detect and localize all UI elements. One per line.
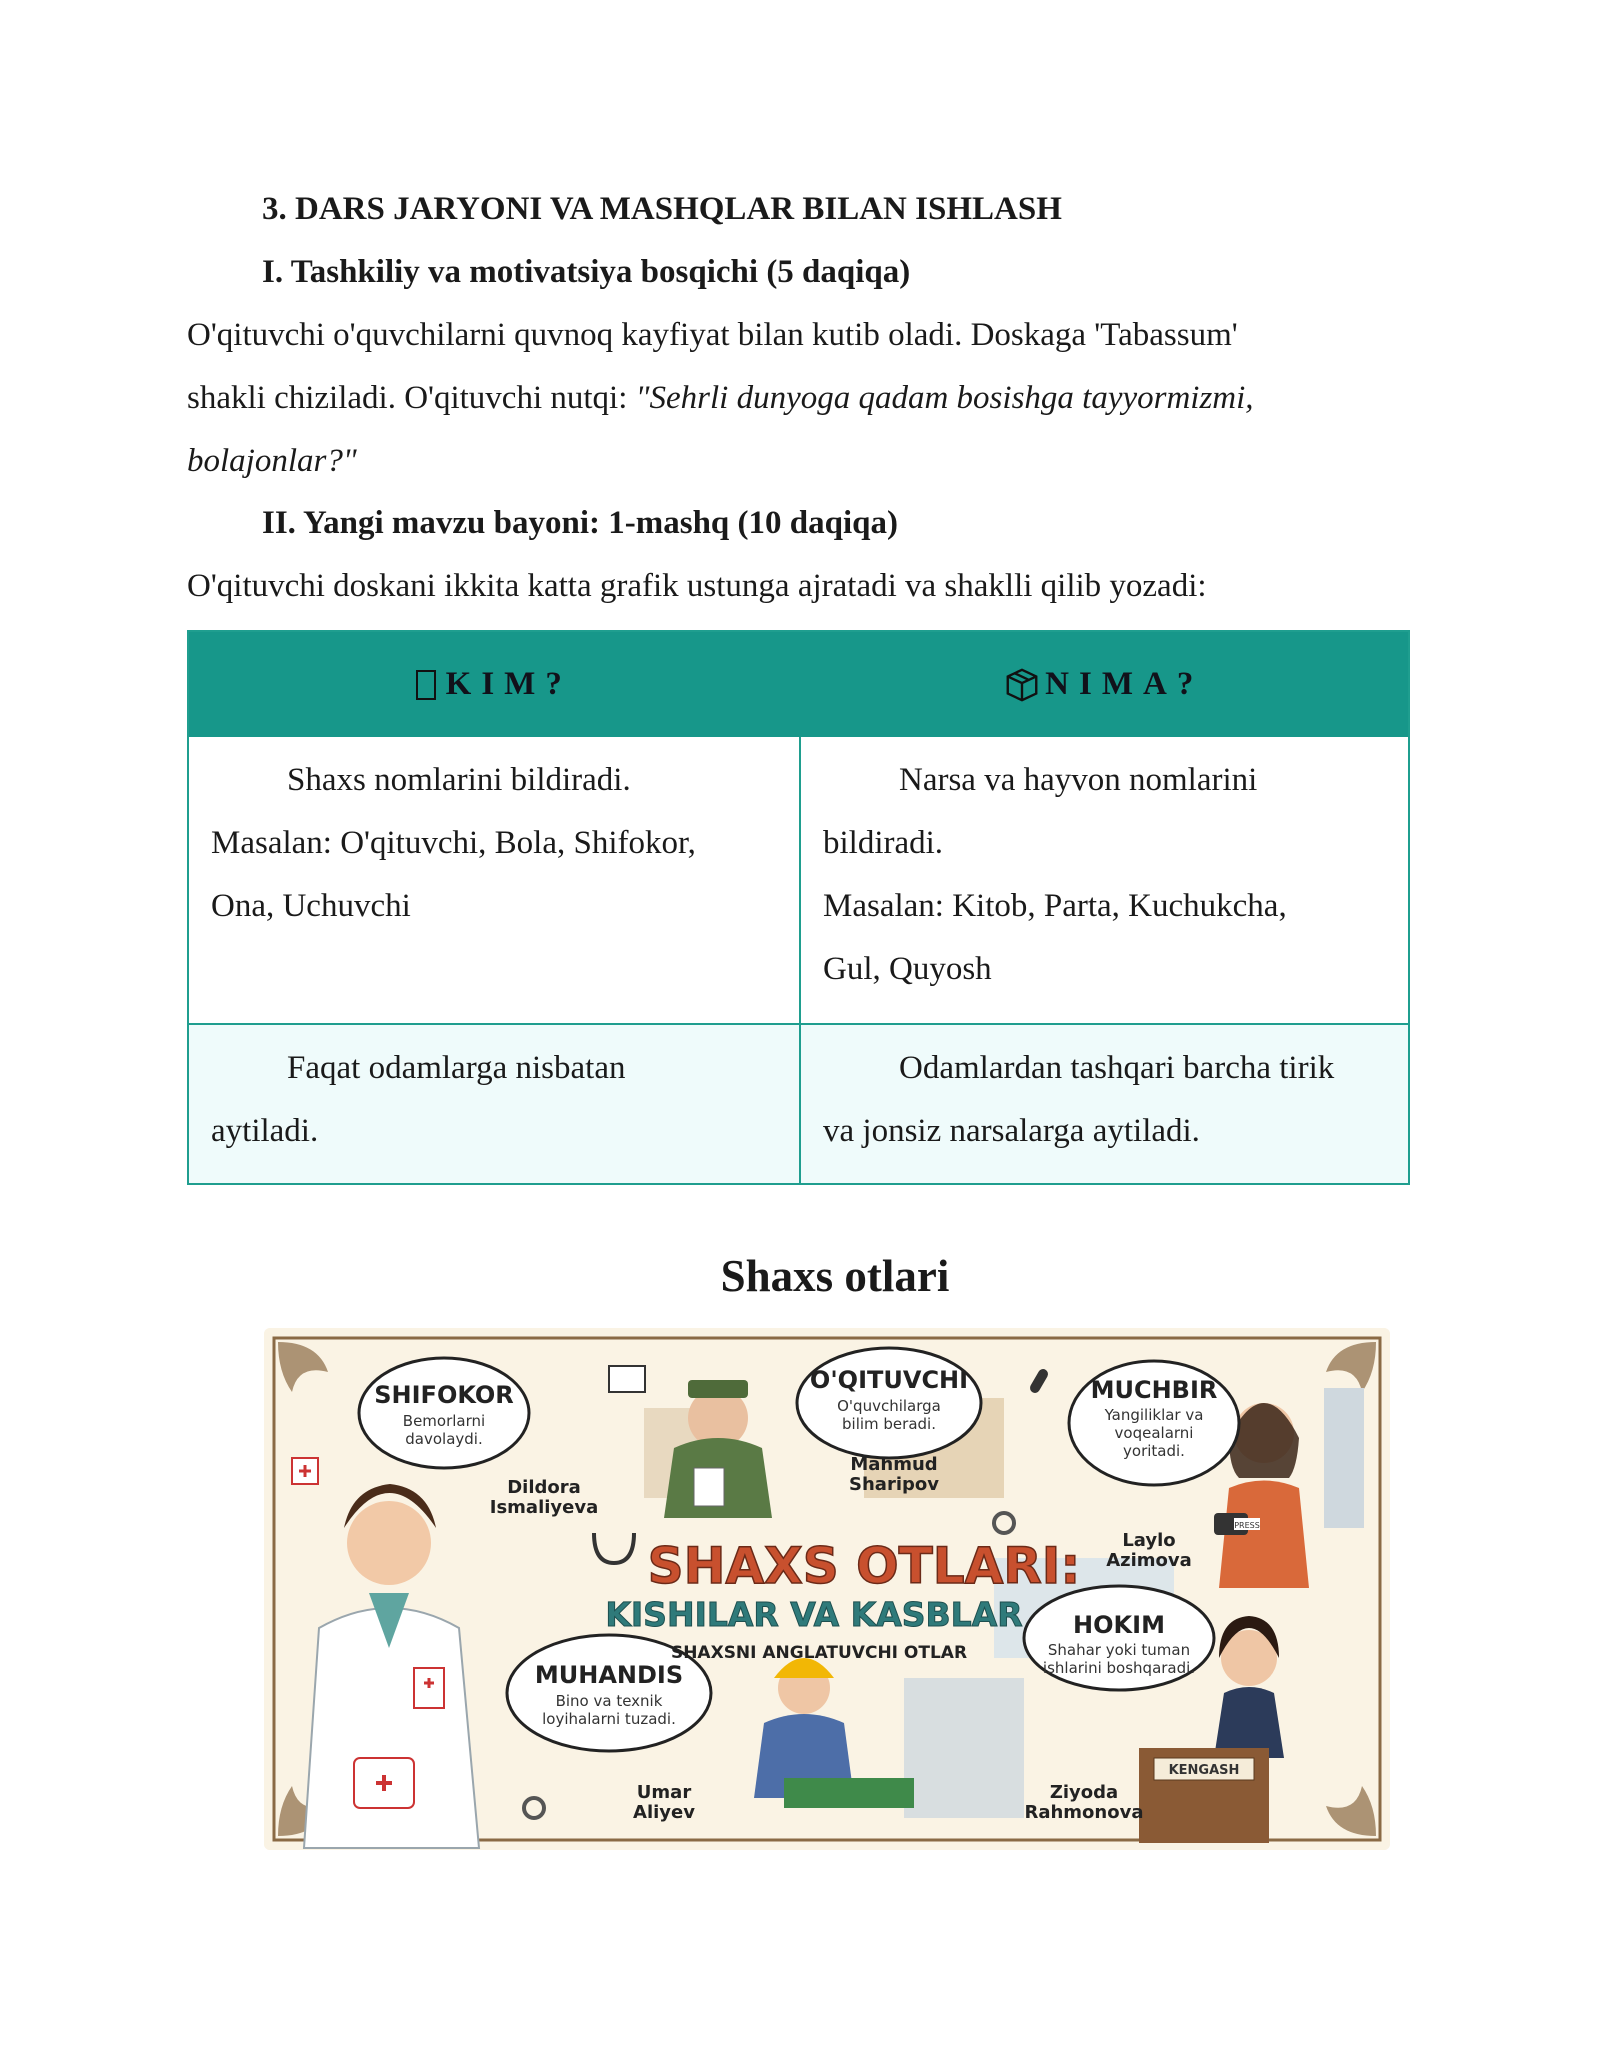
mayor-desc2: ishlarini boshqaradi. xyxy=(1042,1659,1196,1677)
cell-text: Faqat odamlarga nisbatan xyxy=(287,1050,626,1086)
cell-text: Masalan: O'qituvchi, Bola, Shifokor, xyxy=(211,825,696,861)
poster-tagline: SHAXSNI ANGLATUVCHI OTLAR xyxy=(670,1643,968,1663)
cell-text: Shaxs nomlarini bildiradi. xyxy=(287,762,631,798)
mayor-name1: Ziyoda xyxy=(1049,1782,1119,1803)
cell-text: Narsa va hayvon nomlarini xyxy=(899,762,1258,798)
cell-nima-definition xyxy=(801,737,1408,1023)
cell-kim-usage xyxy=(189,1025,799,1183)
package-icon xyxy=(1003,666,1041,704)
stage1-plain: shakli chiziladi. O'qituvchi nutqi: xyxy=(187,380,636,416)
reporter-name1: Laylo xyxy=(1122,1530,1176,1551)
column-divider xyxy=(799,737,801,1183)
engineer-name1: Umar xyxy=(636,1782,692,1803)
stage2-title: II. Yangi mavzu bayoni: 1-mashq (10 daqiqa) xyxy=(262,505,898,541)
mayor-name2: Rahmonova xyxy=(1024,1802,1144,1823)
cell-kim-definition xyxy=(189,737,799,1023)
reporter-desc1: Yangiliklar va xyxy=(1104,1406,1204,1424)
cell-text: Ona, Uchuvchi xyxy=(211,888,411,924)
doctor-job: SHIFOKOR xyxy=(374,1381,514,1409)
doctor-name1: Dildora xyxy=(507,1477,581,1498)
teacher-quote: "Sehrli dunyoga qadam bosishga tayyormizmi, xyxy=(635,380,1254,416)
cell-text: Gul, Quyosh xyxy=(823,951,992,987)
teacher-quote-end: bolajonlar?" xyxy=(187,443,357,479)
press-label: PRESS xyxy=(1234,1521,1260,1530)
reporter-desc2: voqealarni xyxy=(1114,1424,1194,1442)
reporter-name2: Azimova xyxy=(1106,1550,1192,1571)
stage1-paragraph-line2 xyxy=(187,378,1254,418)
table-header xyxy=(189,632,1408,737)
doctor-desc2: davolaydi. xyxy=(405,1430,483,1448)
cell-text: va jonsiz narsalarga aytiladi. xyxy=(823,1113,1200,1149)
stage2-paragraph: O'qituvchi doskani ikkita katta grafik ustunga ajratadi va shaklli qilib yozadi: xyxy=(187,568,1207,604)
header-kim xyxy=(189,632,799,737)
cell-text: Odamlardan tashqari barcha tirik xyxy=(899,1050,1335,1086)
engineer-job: MUHANDIS xyxy=(534,1661,684,1689)
engineer-desc1: Bino va texnik xyxy=(555,1692,663,1710)
header-nima-label: NIMA? xyxy=(1045,666,1204,702)
stage1-title: I. Tashkiliy va motivatsiya bosqichi (5 daqiqa) xyxy=(262,254,911,290)
engineer-desc2: loyihalarni tuzadi. xyxy=(542,1710,676,1728)
picture-title: Shaxs otlari xyxy=(720,1251,950,1301)
missing-glyph-icon xyxy=(416,670,436,700)
podium-label: KENGASH xyxy=(1168,1763,1240,1778)
mayor-job: HOKIM xyxy=(1073,1611,1165,1639)
teacher-job: O'QITUVCHI xyxy=(809,1366,969,1394)
stage1-paragraph-line1: O'qituvchi o'quvchilarni quvnoq kayfiyat bilan kutib oladi. Doskaga 'Tabassum' xyxy=(187,317,1238,353)
section-heading: 3. DARS JARYONI VA MASHQLAR BILAN ISHLASH xyxy=(262,191,1062,227)
teacher-desc1: O'quvchilarga xyxy=(837,1397,941,1415)
engineer-name2: Aliyev xyxy=(633,1802,695,1823)
cell-text: Masalan: Kitob, Parta, Kuchukcha, xyxy=(823,888,1287,924)
cell-text: aytiladi. xyxy=(211,1113,319,1149)
kim-nima-table xyxy=(187,630,1410,1185)
poster-title: SHAXS OTLARI: xyxy=(647,1537,1081,1595)
header-nima xyxy=(799,632,1409,737)
row-divider xyxy=(189,1023,1408,1025)
reporter-job: MUCHBIR xyxy=(1090,1376,1218,1404)
poster-artwork xyxy=(264,1328,1390,1850)
cell-nima-usage xyxy=(801,1025,1408,1183)
poster-subtitle: KISHILAR VA KASBLAR xyxy=(605,1595,1023,1634)
doctor-desc1: Bemorlarni xyxy=(402,1412,486,1430)
teacher-name1: Mahmud xyxy=(850,1454,938,1475)
reporter-desc3: yoritadi. xyxy=(1123,1442,1185,1460)
mayor-desc1: Shahar yoki tuman xyxy=(1047,1641,1191,1659)
teacher-desc2: bilim beradi. xyxy=(842,1415,936,1433)
header-kim-label: KIM? xyxy=(445,666,572,702)
cell-text: bildiradi. xyxy=(823,825,944,861)
doctor-name2: Ismaliyeva xyxy=(489,1497,599,1518)
poster-illustration xyxy=(264,1328,1390,1850)
teacher-name2: Sharipov xyxy=(849,1474,939,1495)
